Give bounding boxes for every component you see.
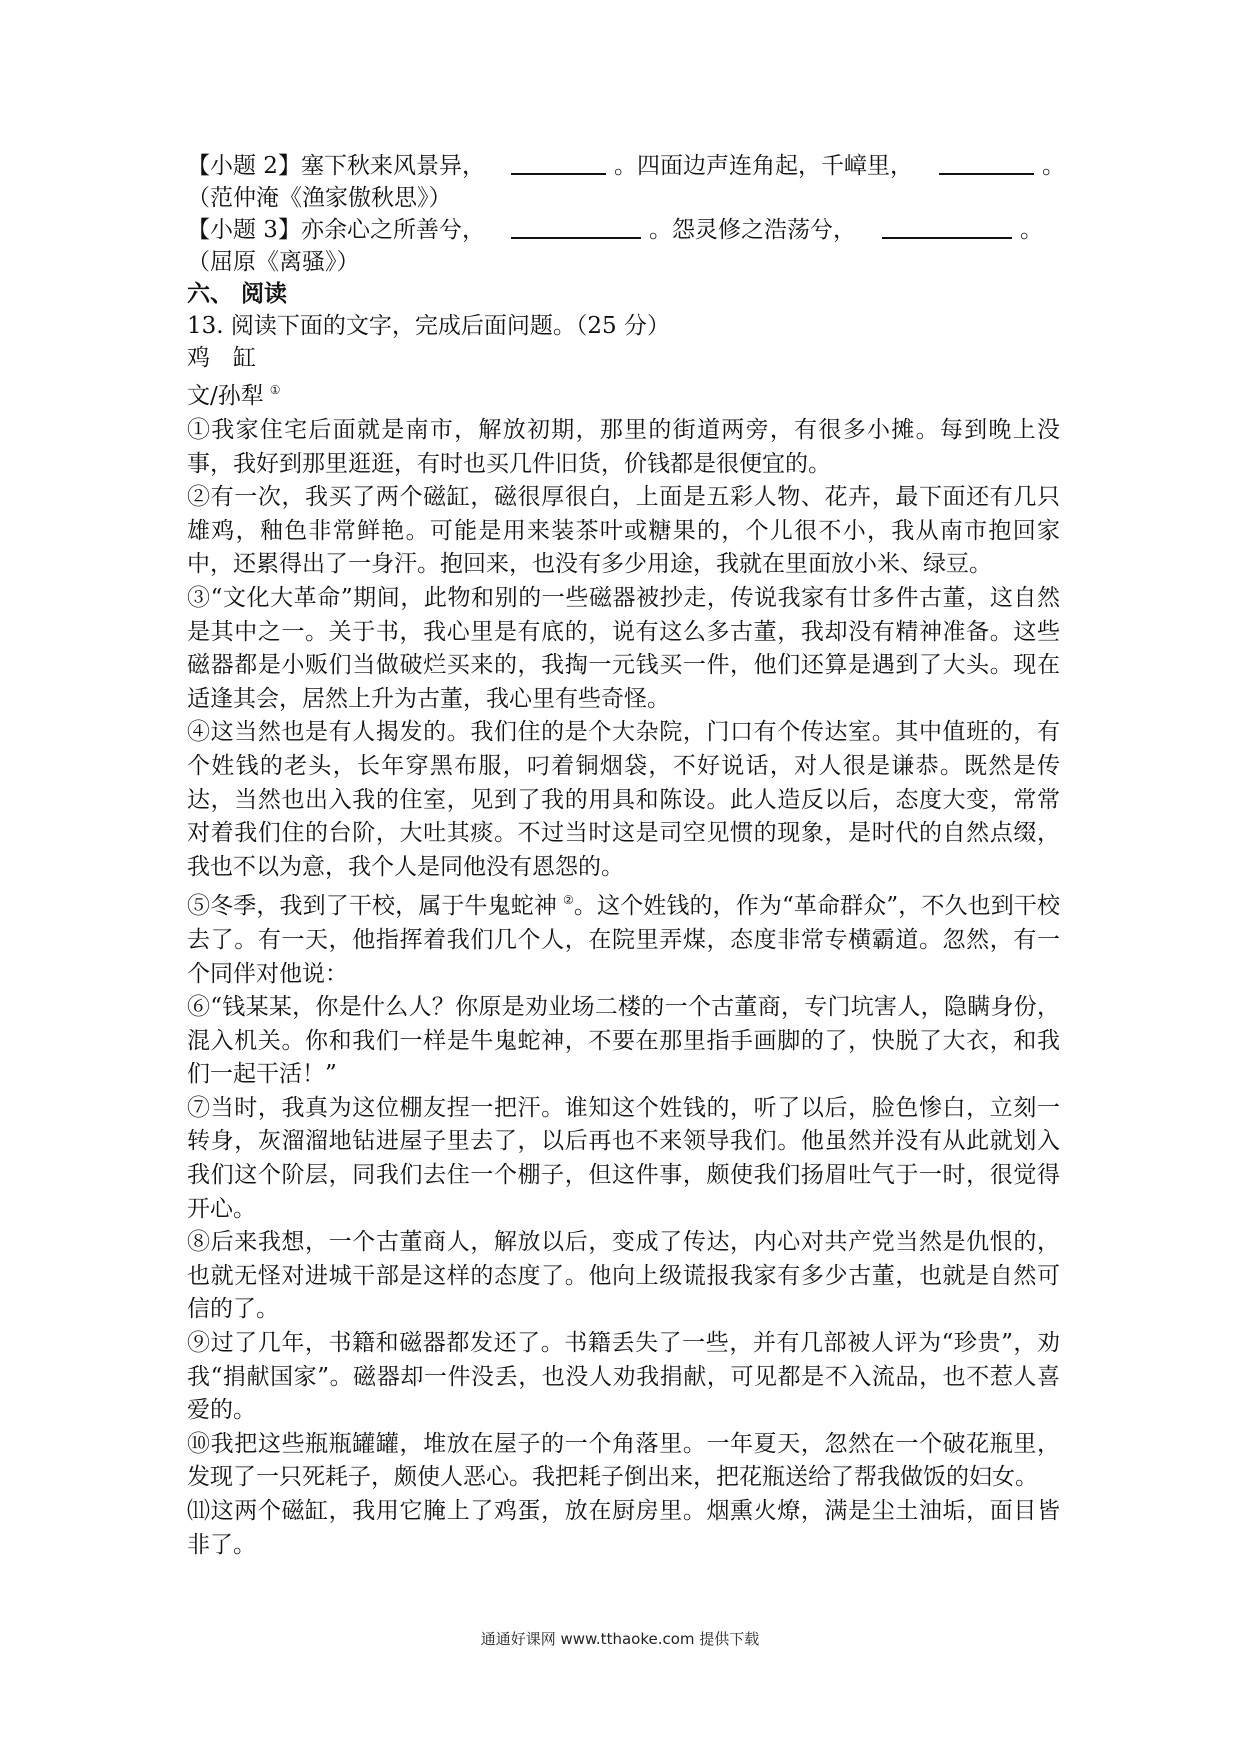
- q3-source: （屈原《离骚》）: [187, 249, 360, 275]
- q2-blank-2: [939, 151, 1034, 175]
- author-footnote-mark: ①: [269, 383, 281, 397]
- q3-label: 【小题 3】: [187, 217, 301, 243]
- q3-text-2: 。怨灵修之浩荡兮，: [648, 217, 856, 243]
- paragraph-5-start: ⑤冬季，我到了干校，属于牛鬼蛇神: [187, 893, 557, 920]
- paragraph-5-footnote-mark: ②: [562, 893, 574, 908]
- section-heading: 六、 阅读: [187, 280, 288, 307]
- q3-text-1: 亦余心之所善兮，: [300, 217, 485, 243]
- q3-text-3: 。: [1019, 217, 1043, 243]
- paragraph-3: ③“文化大革命”期间，此物和别的一些磁器被抄走，传说我家有廿多件古董，这自然是其中之一。关于书，我心里是有底的，说有这么多古董，我却没有精神准备。这些磁器都是小贩们当做破烂买来的，我掏一元钱买一件，他们还算是遇到了大头。现在适逢其会，居然上升为古董，我心里有些奇怪。: [187, 584, 1060, 712]
- q3-blank-1: [511, 215, 641, 239]
- q2-text-3: 。: [1041, 153, 1065, 179]
- question-13-prompt: 13. 阅读下面的文字，完成后面问题。（25 分）: [187, 313, 670, 339]
- page-footer: 通通好课网 www.tthaoke.com 提供下载: [480, 1630, 760, 1648]
- q2-line: [187, 150, 1065, 182]
- article-author: [187, 374, 1060, 412]
- author-name: 文/孙犁: [187, 383, 264, 409]
- paragraph-11: ⑾这两个磁缸，我用它腌上了鸡蛋，放在厨房里。烟熏火燎，满是尘土油垢，面目皆非了。: [187, 1498, 1060, 1558]
- document-page: [187, 150, 1065, 1562]
- paragraph-10: ⑩我把这些瓶瓶罐罐，堆放在屋子的一个角落里。一年夏天，忽然在一个破花瓶里，发现了一只死耗子，颇使人恶心。我把耗子倒出来，把花瓶送给了帮我做饭的妇女。: [187, 1430, 1060, 1491]
- q3-blank-2: [882, 215, 1012, 239]
- paragraph-5: [187, 884, 1060, 991]
- q3-line: [187, 214, 1060, 246]
- paragraph-9: ⑨过了几年，书籍和磁器都发还了。书籍丢失了一些，并有几部被人评为“珍贵”，劝我“捐献国家”。磁器却一件没丢，也没人劝我捐献，可见都是不入流品，也不惹人喜爱的。: [187, 1330, 1060, 1424]
- q2-text-2: 。四面边声连角起，千嶂里，: [613, 153, 913, 179]
- paragraph-7: ⑦当时，我真为这位棚友捏一把汗。谁知这个姓钱的，听了以后，脸色惨白，立刻一转身，灰溜溜地钻进屋子里去了，以后再也不来领导我们。他虽然并没有从此就划入我们这个阶层，同我们去住一个棚子，但这件事，颇使我们扬眉吐气于一时，很觉得开心。: [187, 1094, 1060, 1222]
- paragraph-2: ②有一次，我买了两个磁缸，磁很厚很白，上面是五彩人物、花卉，最下面还有几只雄鸡，釉色非常鲜艳。可能是用来装茶叶或糖果的，个儿很不小，我从南市抱回家中，还累得出了一身汗。抱回来，也没有多少用途，我就在里面放小米、绿豆。: [187, 484, 1060, 578]
- q2-text-1: 塞下秋来风景异，: [300, 153, 485, 179]
- article-title: 鸡 缸: [187, 345, 256, 371]
- paragraph-8: ⑧后来我想，一个古董商人，解放以后，变成了传达，内心对共产党当然是仇恨的，也就无怪对进城干部是这样的态度了。他向上级谎报我家有多少古董，也就是自然可信的了。: [187, 1229, 1060, 1323]
- q2-source: （范仲淹《渔家傲秋思》）: [187, 185, 452, 211]
- paragraph-6: ⑥“钱某某，你是什么人？你原是劝业场二楼的一个古董商，专门坑害人，隐瞒身份，混入机关。你和我们一样是牛鬼蛇神，不要在那里指手画脚的了，快脱了大衣，和我们一起干活！”: [187, 994, 1060, 1088]
- paragraph-4: ④这当然也是有人揭发的。我们住的是个大杂院，门口有个传达室。其中值班的，有个姓钱的老头，长年穿黑布服，叼着铜烟袋，不好说话，对人很是谦恭。既然是传达，当然也出入我的住室，见到了我的用具和陈设。此人造反以后，态度大变，常常对着我们住的台阶，大吐其痰。不过当时这是司空见惯的现象，是时代的自然点缀，我也不以为意，我个人是同他没有恩怨的。: [187, 719, 1060, 880]
- article-body: [187, 414, 1060, 1562]
- paragraph-1: ①我家住宅后面就是南市，解放初期，那里的街道两旁，有很多小摊。每到晚上没事，我好到那里逛逛，有时也买几件旧货，价钱都是很便宜的。: [187, 417, 1060, 477]
- q2-blank-1: [511, 151, 606, 175]
- paragraph-5-rest: 。这个姓钱的，作为“革命群众”，不久也到干校去了。有一天，他指挥着我们几个人，在院里弄煤，态度非常专横霸道。忽然，有一个同伴对他说：: [187, 893, 1060, 987]
- q2-label: 【小题 2】: [187, 153, 301, 179]
